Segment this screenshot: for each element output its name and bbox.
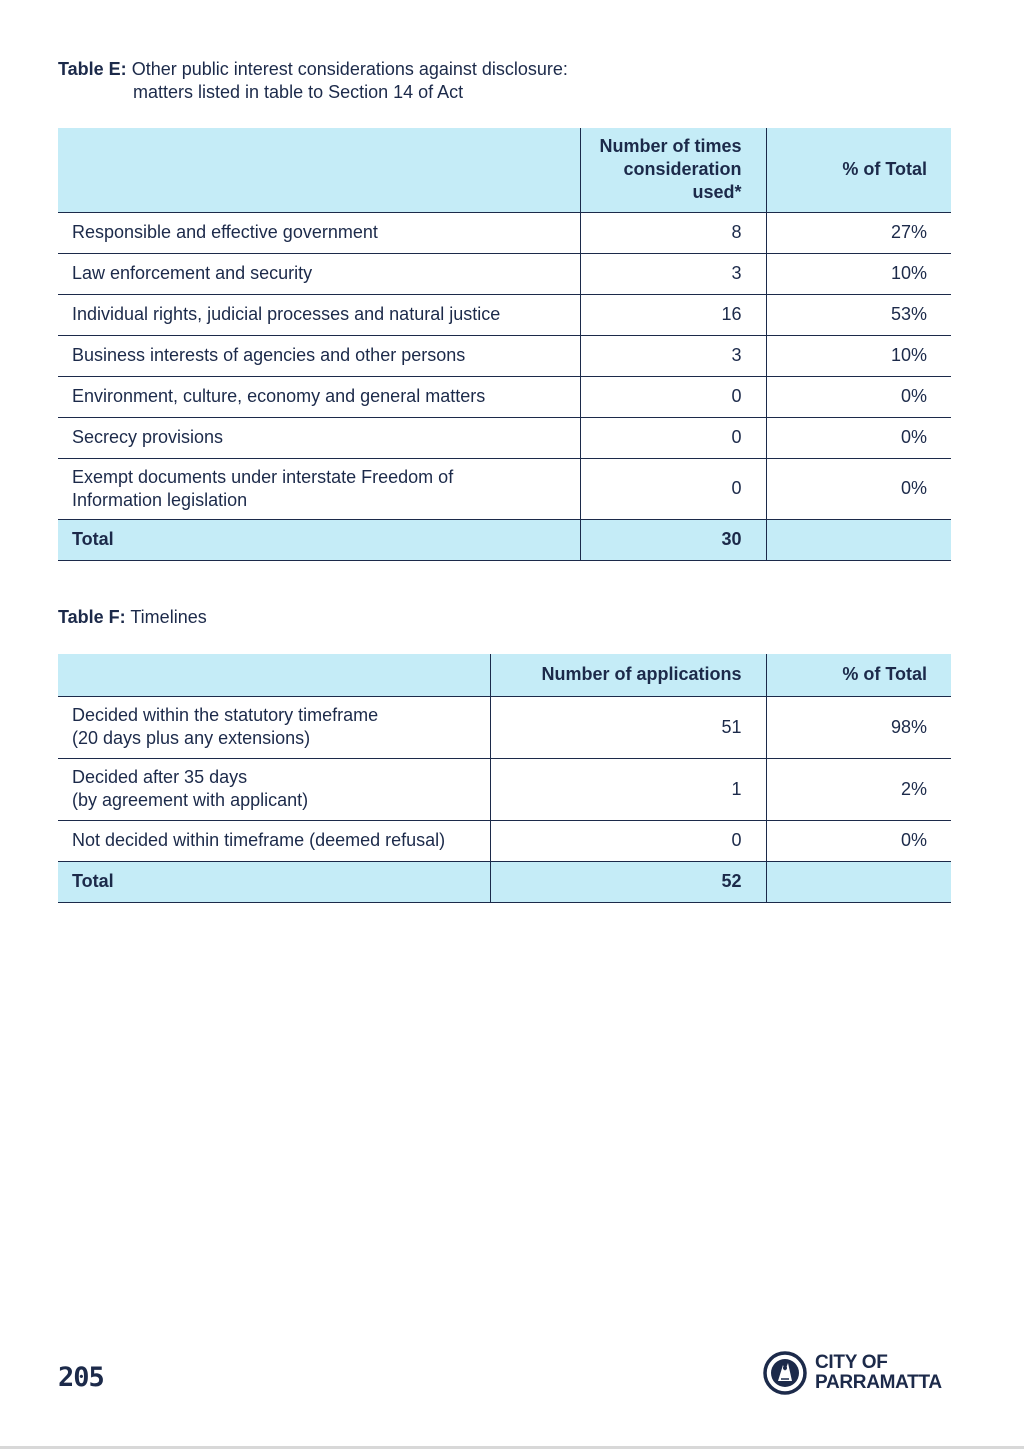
row-count: 16	[580, 294, 766, 335]
total-count: 30	[580, 519, 766, 560]
header-count-line3: used*	[692, 182, 742, 203]
row-label: Not decided within timeframe (deemed refusal)	[58, 820, 490, 861]
row-pct: 0%	[766, 417, 951, 458]
total-pct	[766, 861, 951, 902]
table-row	[58, 458, 951, 519]
table-e-header-count	[580, 128, 766, 212]
city-of-parramatta-logo	[763, 1351, 963, 1397]
table-e-header-blank	[58, 128, 580, 212]
row-label: Business interests of agencies and other persons	[58, 335, 580, 376]
row-label	[58, 458, 580, 519]
logo-line2: PARRAMATTA	[815, 1372, 942, 1393]
row-label-line1: Exempt documents under interstate Freedom of	[72, 466, 454, 487]
row-pct: 10%	[766, 335, 951, 376]
table-f	[58, 654, 951, 903]
table-e-header-row	[58, 128, 951, 212]
row-label	[58, 758, 490, 820]
header-count-line1: Number of times	[599, 136, 742, 157]
row-label-line2: Information legislation	[72, 489, 248, 510]
header-count-line2: consideration	[623, 159, 742, 180]
table-f-header-blank	[58, 654, 490, 696]
row-count: 0	[580, 376, 766, 417]
table-e-title-line1: Other public interest considerations against disclosure:	[131, 59, 568, 79]
table-row	[58, 758, 951, 820]
row-count: 51	[490, 696, 766, 758]
table-f-header-pct: % of Total	[766, 654, 951, 696]
total-count: 52	[490, 861, 766, 902]
table-f-header-count: Number of applications	[490, 654, 766, 696]
total-label: Total	[58, 861, 490, 902]
table-f-label: Table F:	[58, 607, 126, 627]
row-pct: 27%	[766, 212, 951, 253]
row-label-line1: Decided after 35 days	[72, 767, 248, 787]
row-label: Responsible and effective government	[58, 212, 580, 253]
table-e-title-line2: matters listed in table to Section 14 of Act	[133, 82, 464, 102]
row-label: Individual rights, judicial processes and natural justice	[58, 294, 580, 335]
table-f-caption	[58, 606, 207, 629]
row-label-line1: Decided within the statutory timeframe	[72, 705, 379, 725]
row-count: 0	[580, 458, 766, 519]
row-pct: 10%	[766, 253, 951, 294]
table-e-total-row	[58, 519, 951, 560]
row-label-line2: (20 days plus any extensions)	[72, 728, 311, 748]
table-row	[58, 212, 951, 253]
row-pct: 98%	[766, 696, 951, 758]
table-e-header-pct: % of Total	[766, 128, 951, 212]
total-pct	[766, 519, 951, 560]
logo-line1: CITY OF	[815, 1352, 888, 1373]
row-count: 3	[580, 335, 766, 376]
table-row	[58, 820, 951, 861]
table-e-label: Table E:	[58, 59, 127, 79]
row-count: 1	[490, 758, 766, 820]
table-row	[58, 253, 951, 294]
row-label	[58, 696, 490, 758]
logo-wordmark	[815, 1353, 942, 1393]
row-count: 3	[580, 253, 766, 294]
row-count: 8	[580, 212, 766, 253]
table-f-title: Timelines	[130, 607, 207, 627]
total-label: Total	[58, 519, 580, 560]
table-e	[58, 128, 951, 561]
table-f-total-row	[58, 861, 951, 902]
row-label: Law enforcement and security	[58, 253, 580, 294]
table-row	[58, 335, 951, 376]
row-pct: 53%	[766, 294, 951, 335]
page-number: 205	[58, 1362, 104, 1393]
row-pct: 0%	[766, 458, 951, 519]
table-e-caption	[58, 58, 568, 104]
parramatta-emblem-icon	[763, 1351, 807, 1395]
row-pct: 0%	[766, 820, 951, 861]
table-row	[58, 376, 951, 417]
row-count: 0	[580, 417, 766, 458]
row-label: Secrecy provisions	[58, 417, 580, 458]
row-count: 0	[490, 820, 766, 861]
row-label-line2: (by agreement with applicant)	[72, 790, 309, 810]
row-pct: 2%	[766, 758, 951, 820]
row-pct: 0%	[766, 376, 951, 417]
table-row	[58, 294, 951, 335]
table-row	[58, 696, 951, 758]
table-row	[58, 417, 951, 458]
row-label: Environment, culture, economy and general matters	[58, 376, 580, 417]
table-f-header-row	[58, 654, 951, 696]
